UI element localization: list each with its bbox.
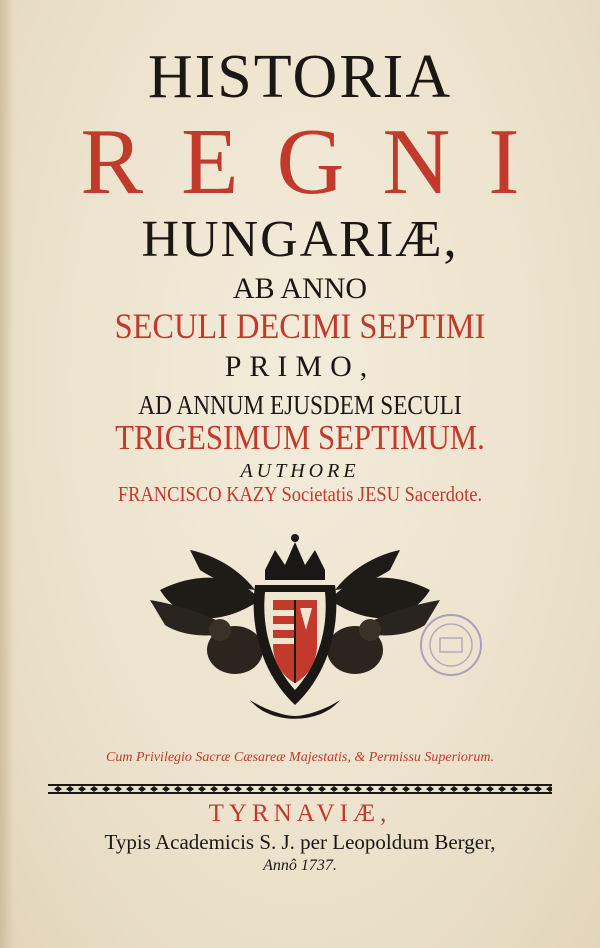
- rule-diamond: [162, 786, 170, 792]
- title-hungariae: HUNGARIÆ,: [141, 211, 459, 268]
- rule-diamond: [498, 786, 506, 792]
- rule-diamond: [378, 786, 386, 792]
- rule-diamond: [486, 786, 494, 792]
- rule-diamond: [294, 786, 302, 792]
- rule-diamond: [438, 786, 446, 792]
- rule-diamond: [198, 786, 206, 792]
- rule-diamond: [246, 786, 254, 792]
- rule-diamond: [210, 786, 218, 792]
- rule-diamond: [474, 786, 482, 792]
- title-historia: HISTORIA: [147, 43, 453, 111]
- rule-diamond: [534, 786, 542, 792]
- coat-of-arms-emblem-icon: [140, 530, 450, 730]
- author-name: FRANCISCO KAZY Societatis JESU Sacerdote.: [117, 482, 483, 506]
- rule-diamond: [306, 786, 314, 792]
- rule-diamond: [66, 786, 74, 792]
- rule-diamond: [258, 786, 266, 792]
- rule-diamond: [342, 786, 350, 792]
- rule-diamond: [510, 786, 518, 792]
- rule-diamond: [354, 786, 362, 792]
- subtitle-trigesimum: TRIGESIMUM SEPTIMUM.: [115, 418, 485, 457]
- authore-label: AUTHORE: [240, 460, 360, 482]
- rule-diamond: [270, 786, 278, 792]
- rule-diamond: [366, 786, 374, 792]
- subtitle-ad-annum: AD ANNUM EJUSDEM SECULI: [138, 390, 462, 420]
- rule-diamond: [390, 786, 398, 792]
- rule-diamond: [450, 786, 458, 792]
- rule-diamond: [90, 786, 98, 792]
- rule-diamond: [426, 786, 434, 792]
- rule-diamond: [222, 786, 230, 792]
- rule-diamond: [462, 786, 470, 792]
- privilege-notice: Cum Privilegio Sacræ Cæsareæ Majestatis, & Permissu Superiorum.: [106, 750, 494, 765]
- imprint-place: TYRNAVIÆ,: [208, 800, 392, 827]
- rule-diamond: [174, 786, 182, 792]
- rule-diamond: [522, 786, 530, 792]
- subtitle-ab-anno: AB ANNO: [232, 272, 368, 305]
- rule-diamond: [150, 786, 158, 792]
- rule-diamond: [402, 786, 410, 792]
- library-stamp-icon: [418, 612, 484, 678]
- rule-diamond: [330, 786, 338, 792]
- rule-diamond: [102, 786, 110, 792]
- rule-diamond: [234, 786, 242, 792]
- rule-diamond: [546, 786, 552, 792]
- ornamental-rule-icon: [48, 782, 552, 796]
- rule-diamond: [114, 786, 122, 792]
- rule-diamond: [126, 786, 134, 792]
- rule-diamond: [318, 786, 326, 792]
- subtitle-primo: PRIMO,: [224, 350, 376, 383]
- rule-diamond: [414, 786, 422, 792]
- rule-diamond: [138, 786, 146, 792]
- rule-diamond: [54, 786, 62, 792]
- subtitle-seculi: SECULI DECIMI SEPTIMI: [114, 306, 486, 346]
- rule-diamond: [78, 786, 86, 792]
- rule-diamond: [282, 786, 290, 792]
- title-regni: REGNI: [80, 110, 558, 214]
- imprint-year: Annô 1737.: [263, 857, 337, 874]
- imprint-printer: Typis Academicis S. J. per Leopoldum Berger,: [104, 830, 496, 854]
- rule-diamond: [186, 786, 194, 792]
